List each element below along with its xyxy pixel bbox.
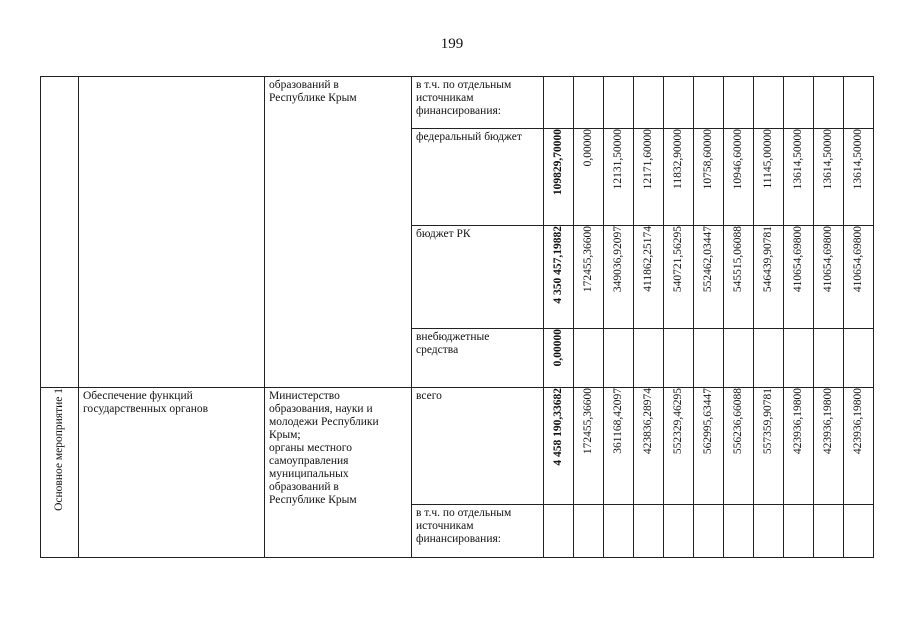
total-cell: 4 350 457,19882 <box>544 226 574 329</box>
table-row <box>41 388 874 505</box>
value-cell: 410654,69800 <box>844 226 874 329</box>
value-cell <box>634 329 664 388</box>
value-cell <box>724 329 754 388</box>
value-cell: 11832,90000 <box>664 129 694 226</box>
value-cell <box>574 77 604 129</box>
value-cell <box>694 329 724 388</box>
total-cell: 4 458 190,33682 <box>544 388 574 505</box>
value-cell <box>844 329 874 388</box>
page-number: 199 <box>440 36 464 52</box>
source-cell: федеральный бюджет <box>412 129 544 226</box>
value-cell: 10946,60000 <box>724 129 754 226</box>
value-cell <box>574 505 604 558</box>
value-cell: 13614,50000 <box>844 129 874 226</box>
value-cell <box>604 505 634 558</box>
total-cell: 0,00000 <box>544 329 574 388</box>
value-cell: 172455,36600 <box>574 388 604 505</box>
value-cell: 13614,50000 <box>814 129 844 226</box>
value-cell: 557359,90781 <box>754 388 784 505</box>
value-cell <box>634 77 664 129</box>
value-cell: 12131,50000 <box>604 129 634 226</box>
value-cell: 349036,92097 <box>604 226 634 329</box>
value-cell <box>724 505 754 558</box>
total-cell <box>544 505 574 558</box>
value-cell <box>844 505 874 558</box>
measure-label-cell: Основное мероприятие 1 <box>41 388 79 558</box>
source-cell: внебюджетные средства <box>412 329 544 388</box>
value-cell <box>574 329 604 388</box>
empty-cell <box>79 77 265 388</box>
value-cell <box>784 77 814 129</box>
value-cell <box>784 505 814 558</box>
source-cell: в т.ч. по отдельным источникам финансирования: <box>412 77 544 129</box>
value-cell <box>814 505 844 558</box>
value-cell <box>694 505 724 558</box>
value-cell: 11145,00000 <box>754 129 784 226</box>
value-cell: 361168,42097 <box>604 388 634 505</box>
value-cell: 552462,03447 <box>694 226 724 329</box>
value-cell <box>814 329 844 388</box>
value-cell: 540721,56295 <box>664 226 694 329</box>
value-cell: 423936,19800 <box>814 388 844 505</box>
source-cell: всего <box>412 388 544 505</box>
measure-name-cell: Обеспечение функций государственных органов <box>79 388 265 558</box>
budget-table <box>40 76 874 558</box>
value-cell: 562995,63447 <box>694 388 724 505</box>
value-cell <box>664 329 694 388</box>
value-cell <box>604 329 634 388</box>
value-cell: 552329,46295 <box>664 388 694 505</box>
value-cell: 423936,19800 <box>784 388 814 505</box>
source-cell: в т.ч. по отдельным источникам финансирования: <box>412 505 544 558</box>
value-cell: 411862,25174 <box>634 226 664 329</box>
executor-cell: образований в Республике Крым <box>265 77 412 388</box>
value-cell: 0,00000 <box>574 129 604 226</box>
value-cell: 546439,90781 <box>754 226 784 329</box>
value-cell <box>814 77 844 129</box>
value-cell <box>694 77 724 129</box>
source-cell: бюджет РК <box>412 226 544 329</box>
empty-cell <box>41 77 79 388</box>
value-cell: 410654,69800 <box>814 226 844 329</box>
value-cell <box>664 505 694 558</box>
value-cell <box>784 329 814 388</box>
value-cell <box>604 77 634 129</box>
value-cell: 10758,60000 <box>694 129 724 226</box>
value-cell <box>724 77 754 129</box>
value-cell <box>754 77 784 129</box>
value-cell: 423836,28974 <box>634 388 664 505</box>
value-cell <box>634 505 664 558</box>
value-cell <box>844 77 874 129</box>
value-cell: 410654,69800 <box>784 226 814 329</box>
value-cell <box>754 505 784 558</box>
total-cell <box>544 77 574 129</box>
value-cell: 13614,50000 <box>784 129 814 226</box>
value-cell: 545515,06088 <box>724 226 754 329</box>
value-cell: 172455,36600 <box>574 226 604 329</box>
value-cell <box>664 77 694 129</box>
table-row <box>41 77 874 129</box>
value-cell: 12171,60000 <box>634 129 664 226</box>
value-cell: 423936,19800 <box>844 388 874 505</box>
value-cell: 556236,66088 <box>724 388 754 505</box>
measure-executor-cell: Министерство образования, науки и молодежи Республики Крым; органы местного самоуправления муниципальных образований в Республике Крым <box>265 388 412 558</box>
value-cell <box>754 329 784 388</box>
total-cell: 109829,70000 <box>544 129 574 226</box>
